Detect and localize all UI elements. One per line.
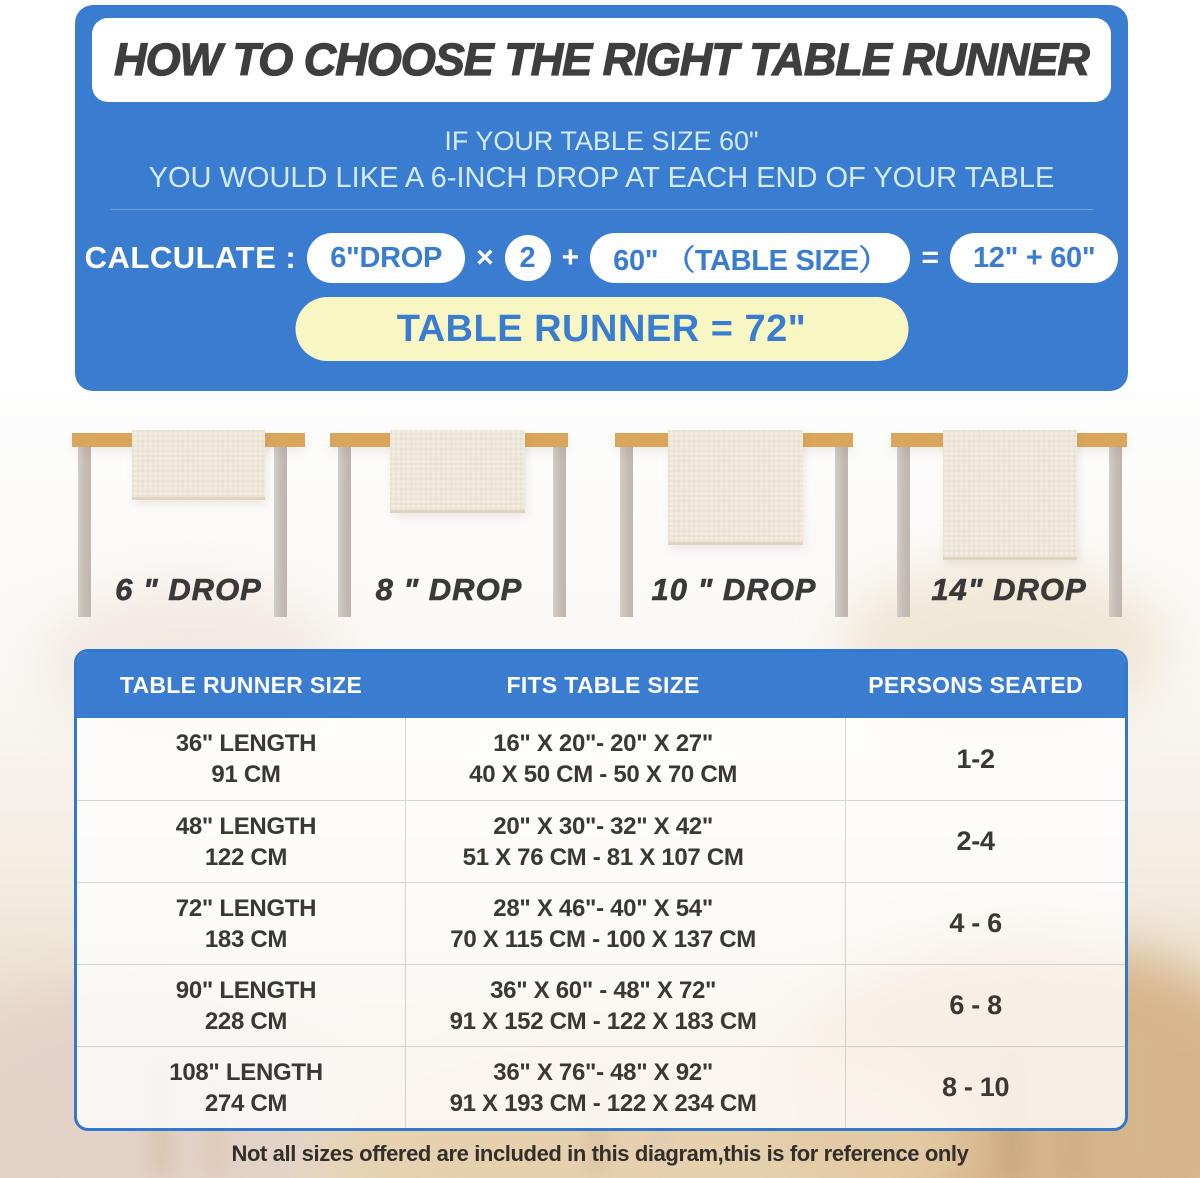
- calculate-label: CALCULATE :: [84, 240, 297, 275]
- fits-size-cm: 51 X 76 CM - 81 X 107 CM: [462, 843, 744, 871]
- table-row: [77, 882, 1125, 964]
- runner-size-cell: [77, 1047, 405, 1128]
- divider-line: [110, 209, 1093, 210]
- fits-size-cm: 91 X 193 CM - 122 X 234 CM: [449, 1089, 757, 1117]
- runner-size-cm: 228 CM: [204, 1007, 288, 1035]
- fits-size-cell: [405, 718, 846, 800]
- column-header-runner-size: TABLE RUNNER SIZE: [119, 671, 363, 698]
- persons-seated-cell: 2-4: [956, 826, 995, 856]
- persons-seated-cell: 6 - 8: [949, 990, 1002, 1020]
- equals-sign: =: [921, 241, 939, 274]
- runner-size-inches: 108" LENGTH: [169, 1058, 323, 1086]
- subtitle-line-1: IF YOUR TABLE SIZE 60": [444, 126, 759, 156]
- table-runner: [943, 430, 1077, 560]
- runner-size-inches: 72" LENGTH: [175, 894, 317, 922]
- fits-size-cm: 40 X 50 CM - 50 X 70 CM: [469, 761, 738, 788]
- fits-size-inches: 36" X 60" - 48" X 72": [490, 976, 717, 1004]
- table-figure-8-inch-drop: [330, 430, 568, 622]
- persons-seated-cell: 8 - 10: [941, 1072, 1010, 1102]
- fits-size-cell: [405, 801, 846, 882]
- runner-size-cm: 91 CM: [211, 761, 281, 788]
- fits-size-cell: [405, 965, 846, 1046]
- table-figure-6-inch-drop: [72, 430, 305, 622]
- runner-size-inches: 48" LENGTH: [175, 812, 317, 840]
- persons-seated-cell: 4 - 6: [949, 908, 1002, 938]
- subtitle-line-2: YOU WOULD LIKE A 6-INCH DROP AT EACH END OF YOUR TABLE: [148, 162, 1055, 194]
- calculation-row: [75, 233, 1128, 283]
- multiplier-circle: 2: [505, 235, 551, 281]
- size-table-body: [77, 718, 1125, 1128]
- drop-label: 14" DROP: [931, 572, 1087, 607]
- persons-seated-cell: 1-2: [956, 743, 995, 774]
- table-figure-14-inch-drop: [891, 430, 1127, 622]
- fits-size-cell: [405, 1047, 846, 1128]
- footnote: Not all sizes offered are included in this diagram,this is for reference only: [231, 1141, 969, 1166]
- fits-size-cell: [405, 883, 846, 964]
- table-row: [77, 964, 1125, 1046]
- column-header-fits-table-size: FITS TABLE SIZE: [506, 671, 700, 698]
- runner-size-cell: [77, 801, 405, 882]
- drop-label: 8 " DROP: [375, 572, 523, 607]
- fits-size-inches: 16" X 20"- 20" X 27": [493, 730, 713, 757]
- drop-label: 6 " DROP: [115, 572, 262, 607]
- runner-size-inches: 36" LENGTH: [175, 730, 317, 757]
- fits-size-cm: 91 X 152 CM - 122 X 183 CM: [449, 1007, 757, 1035]
- plus-sign: +: [561, 241, 580, 274]
- runner-size-cm: 183 CM: [204, 925, 288, 953]
- runner-size-cell: [77, 718, 405, 800]
- drop-value-pill: 6"DROP: [307, 233, 465, 283]
- page-title: HOW TO CHOOSE THE RIGHT TABLE RUNNER: [114, 34, 1089, 85]
- table-runner: [390, 430, 525, 513]
- table-figure-10-inch-drop: [615, 430, 853, 622]
- table-row: [77, 718, 1125, 800]
- title-box: [92, 18, 1111, 102]
- runner-size-cm: 122 CM: [204, 843, 288, 871]
- runner-size-cell: [77, 965, 405, 1046]
- table-runner: [668, 430, 803, 545]
- sum-pill: 12" + 60": [950, 233, 1118, 283]
- column-header-persons-seated: PERSONS SEATED: [868, 671, 1083, 698]
- runner-size-cm: 274 CM: [204, 1089, 288, 1117]
- size-table-header: [77, 652, 1125, 718]
- table-runner: [132, 430, 265, 500]
- drop-label: 10 " DROP: [651, 572, 817, 607]
- fits-size-cm: 70 X 115 CM - 100 X 137 CM: [450, 925, 756, 953]
- header-panel: [75, 5, 1128, 391]
- table-size-pill: 60" （TABLE SIZE）: [590, 233, 910, 283]
- multiply-sign: ×: [476, 241, 494, 274]
- result-pill: TABLE RUNNER = 72": [295, 297, 908, 361]
- table-row: [77, 1046, 1125, 1128]
- fits-size-inches: 28" X 46"- 40" X 54": [493, 894, 713, 922]
- fits-size-inches: 36" X 76"- 48" X 92": [493, 1058, 713, 1086]
- fits-size-inches: 20" X 30"- 32" X 42": [493, 812, 713, 840]
- size-table-panel: [74, 649, 1128, 1131]
- runner-size-inches: 90" LENGTH: [175, 976, 317, 1004]
- runner-size-cell: [77, 883, 405, 964]
- table-row: [77, 800, 1125, 882]
